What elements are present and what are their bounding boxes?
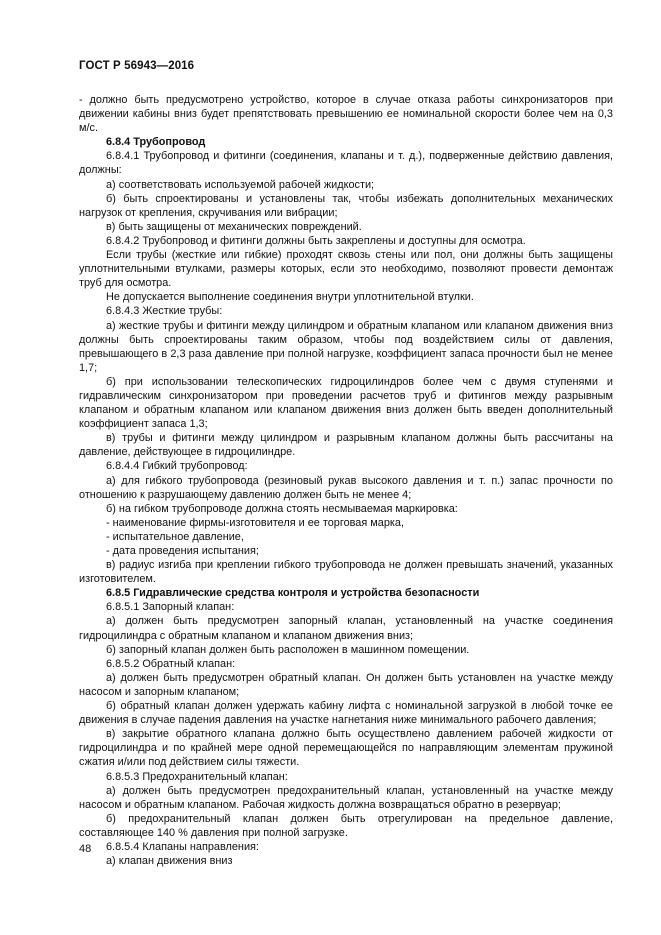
paragraph: 6.8.5.1 Запорный клапан: — [106, 601, 235, 614]
document-header: ГОСТ Р 56943—2016 — [79, 60, 195, 72]
paragraph: 6.8.5.3 Предохранительный клапан: — [106, 770, 288, 783]
paragraph: а) должен быть предусмотрен обратный клапан. Он должен быть установлен на участке между насосом и запорным клапаном; — [79, 671, 613, 698]
paragraph: в) радиус изгиба при креплении гибкого трубопровода не должен превышать значений, указанных изготовителем. — [79, 559, 613, 586]
paragraph: а) соответствовать используемой рабочей жидкости; — [106, 178, 375, 191]
paragraph: Если трубы (жесткие или гибкие) проходят сквозь стены или пол, они должны быть защищены уплотнительными втулками, размеры которых, если это необходимо, позволяют провести демонтаж труб для осмотра. — [79, 249, 613, 290]
page-number: 48 — [79, 843, 92, 855]
paragraph: 6.8.5.2 Обратный клапан: — [106, 657, 236, 670]
paragraph: в) закрытие обратного клапана должно быть осуществлено давлением рабочей жидкости от гидроцилиндра и по крайней мере одной перемещающейся по направляющим элементам пружиной сжатия и/или под действием силы тяжести. — [79, 728, 613, 769]
paragraph: а) жесткие трубы и фитинги между цилиндром и обратным клапаном или клапаном движения вниз должны быть спроектированы таким образом, чтобы под воздействием силы от давления, превышающего в 2,3 раза давление при полной нагрузке, коэффициент запаса прочности был не менее 1,7; — [79, 319, 613, 374]
paragraph: а) должен быть предусмотрен предохранительный клапан, установленный на участке между насосом и обратным клапаном. Рабочая жидкость должна возвращаться обратно в резервуар; — [79, 784, 613, 811]
paragraph: - испытательное давление, — [106, 530, 244, 543]
paragraph: 6.8.4.2 Трубопровод и фитинги должны быть закреплены и доступны для осмотра. — [106, 234, 526, 247]
paragraph: б) предохранительный клапан должен быть отрегулирован на предельное давление, составляющее 140 % давления при полной загрузке. — [79, 812, 613, 839]
paragraph: - дата проведения испытания; — [106, 545, 259, 557]
paragraph: б) обратный клапан должен удержать кабину лифта с номинальной загрузкой в любой точке ее движения в случае падения давления на участке нагнетания ниже минимального рабочего давления; — [79, 700, 613, 727]
paragraph: 6.8.4.4 Гибкий трубопровод: — [106, 460, 248, 473]
paragraph: б) при использовании телескопических гидроцилиндров более чем с двумя ступенями и гидравлическим синхронизатором при проведении расчетов труб и фитингов между разрывным клапаном и обратным клапаном или клапаном движения вниз должен быть введен дополнительный коэффициент запаса 1,3; — [79, 375, 613, 431]
paragraph: б) запорный клапан должен быть расположен в машинном помещении. — [106, 643, 470, 656]
paragraph: б) быть спроектированы и установлены так, чтобы избежать дополнительных механических нагрузок от крепления, скручивания или вибрации; — [79, 192, 613, 219]
document-body — [79, 93, 613, 868]
section-heading: 6.8.5 Гидравлические средства контроля и устройства безопасности — [106, 587, 480, 600]
paragraph: в) быть защищены от механических повреждений. — [106, 220, 362, 233]
paragraph: в) трубы и фитинги между цилиндром и разрывным клапаном должны быть рассчитаны на давление, действующее в гидроцилиндре. — [79, 432, 613, 459]
paragraph: а) клапан движения вниз — [106, 855, 233, 868]
paragraph: а) должен быть предусмотрен запорный клапан, установленный на участке соединения гидроцилиндра с обратным клапаном и клапаном движения вниз; — [79, 615, 613, 642]
paragraph: - наименование фирмы-изготовителя и ее торговая марка, — [106, 516, 404, 529]
paragraph: б) на гибком трубопроводе должна стоять несмываемая маркировка: — [106, 502, 458, 515]
paragraph: - должно быть предусмотрено устройство, которое в случае отказа работы синхронизаторов при движении кабины вниз будет препятствовать превышению ее номинальной скорости более чем на 0,3 м/с. — [79, 94, 613, 135]
paragraph: 6.8.4.1 Трубопровод и фитинги (соединения, клапаны и т. д.), подверженные действию давления, должны: — [79, 150, 613, 177]
paragraph: 6.8.4.3 Жесткие трубы: — [106, 305, 223, 318]
paragraph: 6.8.5.4 Клапаны направления: — [106, 840, 259, 853]
section-heading: 6.8.4 Трубопровод — [106, 136, 206, 149]
paragraph: Не допускается выполнение соединения внутри уплотнительной втулки. — [106, 291, 474, 304]
paragraph: а) для гибкого трубопровода (резиновый рукав высокого давления и т. п.) запас прочности по отношению к разрушающему давлению должен быть не менее 4; — [79, 474, 613, 501]
